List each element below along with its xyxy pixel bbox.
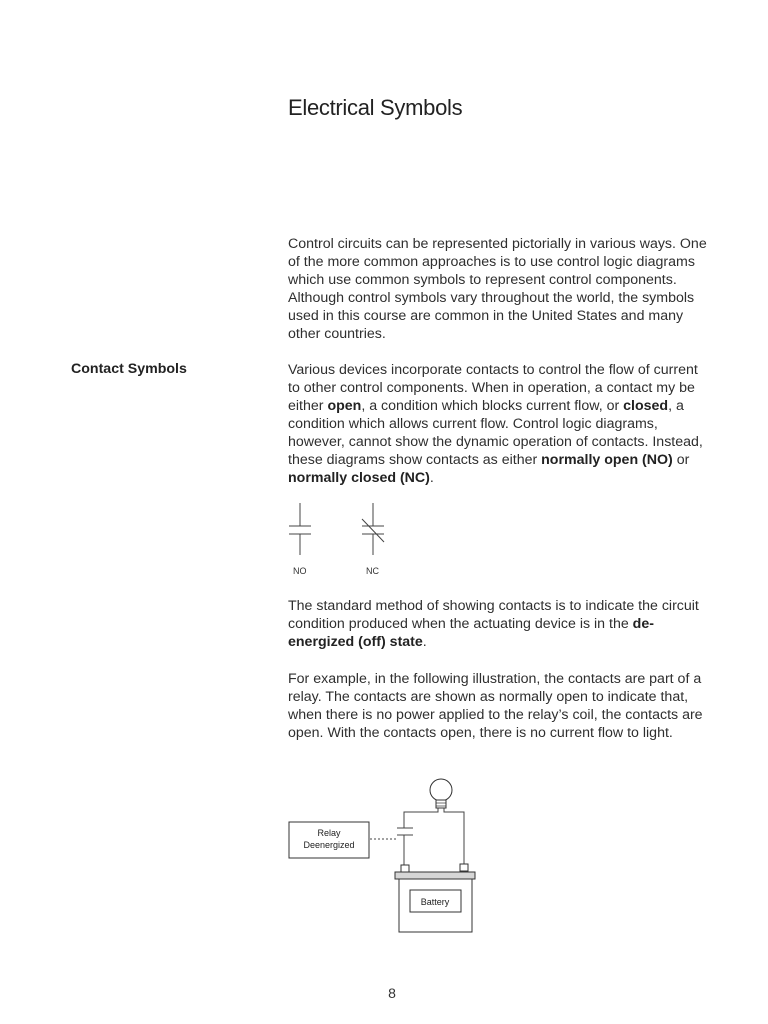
- no-contact-symbol: [286, 503, 316, 557]
- contacts-text-3: , a condition which allows current flow. Control logic diagrams, however, cannot show the dynamic operation of contacts. Instead, these diagrams show contacts as either: [288, 398, 703, 468]
- wire-right: [444, 808, 464, 864]
- no-symbol-label: NO: [293, 566, 307, 576]
- normally-open-term: normally open (NO): [541, 452, 673, 468]
- contacts-paragraph: [288, 361, 713, 487]
- example-paragraph: For example, in the following illustration, the contacts are part of a relay. The contacts are shown as normally open to indicate that, when there is no power applied to the relay’s coil, the contacts are open. With the contacts open, there is no current flow to light.: [288, 671, 703, 741]
- open-term: open: [327, 398, 362, 414]
- battery-terminal-left: [401, 865, 409, 872]
- wire-left: [404, 808, 438, 828]
- battery-terminal-right: [460, 864, 468, 871]
- contacts-text-5: .: [429, 470, 434, 486]
- relay-circuit-illustration: [285, 772, 485, 937]
- deenergized-text-1: The standard method of showing contacts is to indicate the circuit condition produced when the actuating device is in the: [288, 598, 699, 632]
- intro-paragraph: Control circuits can be represented pictorially in various ways. One of the more common approaches is to use control logic diagrams which use common symbols to represent control components. Although control symbols vary throughout the world, the symbols used in this course are common in the United States and many other countries.: [288, 236, 707, 342]
- contacts-text-4: or: [672, 452, 690, 468]
- battery-label: Battery: [420, 897, 450, 907]
- bulb-icon: [430, 779, 452, 801]
- contacts-text-2: , a condition which blocks current flow, or: [361, 398, 624, 414]
- contact-symbols-heading: Contact Symbols: [71, 361, 187, 377]
- deenergized-text-2: .: [422, 634, 427, 650]
- nc-symbol-label: NC: [366, 566, 379, 576]
- battery-lid: [395, 872, 475, 879]
- page-title: Electrical Symbols: [288, 95, 463, 120]
- normally-closed-term: normally closed (NC): [288, 470, 430, 486]
- deenergized-term: de-energized (off) state: [288, 616, 654, 650]
- nc-contact-symbol: [359, 503, 389, 557]
- contacts-text-1: Various devices incorporate contacts to control the flow of current to other control components. When in operation, a contact my be either: [288, 362, 698, 414]
- closed-term: closed: [623, 398, 669, 414]
- relay-label-line2: Deenergized: [303, 840, 355, 850]
- bulb-base: [436, 800, 446, 808]
- relay-label-line1: Relay: [317, 828, 341, 838]
- deenergized-paragraph: [288, 597, 713, 651]
- page-number: 8: [388, 985, 396, 1001]
